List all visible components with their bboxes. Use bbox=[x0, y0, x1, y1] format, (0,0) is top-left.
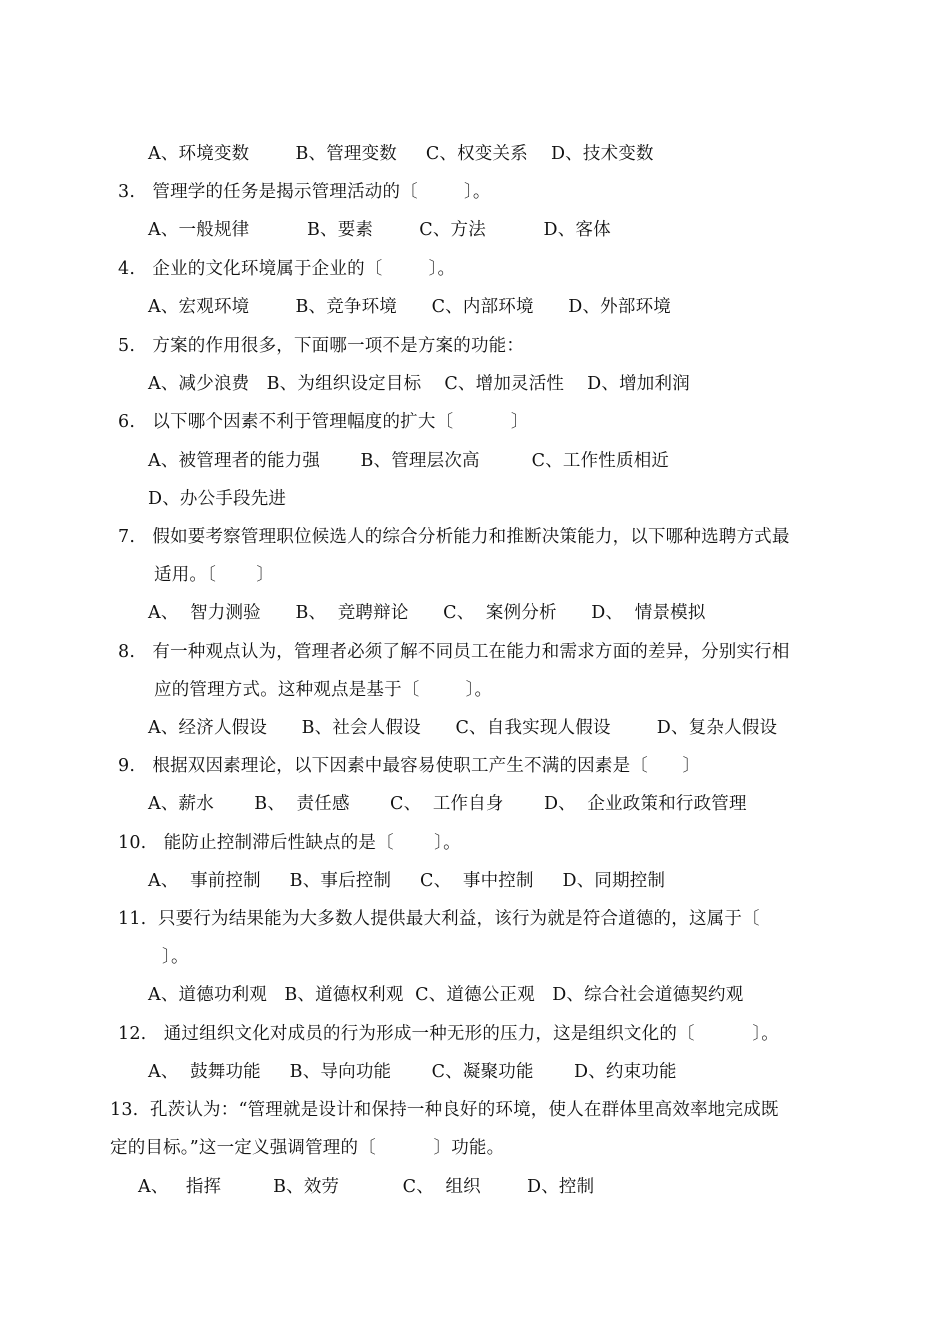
q8-question: 8. 有一种观点认为，管理者必须了解不同员工在能力和需求方面的差异，分别实行相 bbox=[118, 642, 790, 662]
q6-options: A、被管理者的能力强 B、管理层次高 C、工作性质相近 bbox=[148, 451, 670, 471]
q10-options: A、 事前控制 B、事后控制 C、 事中控制 D、同期控制 bbox=[148, 871, 666, 891]
q7-question: 7. 假如要考察管理职位候选人的综合分析能力和推断决策能力，以下哪种选聘方式最 bbox=[118, 527, 790, 547]
q11-question-continued: 〕。 bbox=[162, 947, 189, 967]
q7-options: A、 智力测验 B、 竞聘辩论 C、 案例分析 D、 情景模拟 bbox=[148, 603, 706, 623]
q13-question-continued: 定的目标。”这一定义强调管理的〔 〕功能。 bbox=[110, 1138, 505, 1158]
q5-options: A、减少浪费 B、为组织设定目标 C、增加灵活性 D、增加利润 bbox=[148, 374, 690, 394]
q7-question-continued: 适用。〔 〕 bbox=[154, 565, 275, 585]
q6-question: 6. 以下哪个因素不利于管理幅度的扩大〔 〕 bbox=[118, 412, 529, 432]
q11-options: A、道德功利观 B、道德权利观 C、道德公正观 D、综合社会道德契约观 bbox=[148, 985, 744, 1005]
q12-question: 12. 通过组织文化对成员的行为形成一种无形的压力，这是组织文化的〔 〕。 bbox=[118, 1024, 779, 1044]
q10-question: 10. 能防止控制滞后性缺点的是〔 〕。 bbox=[118, 833, 461, 853]
q8-options: A、经济人假设 B、社会人假设 C、自我实现人假设 D、复杂人假设 bbox=[148, 718, 778, 738]
q13-options: A、 指挥 B、效劳 C、 组织 D、控制 bbox=[138, 1177, 595, 1197]
q3-question: 3. 管理学的任务是揭示管理活动的〔 〕。 bbox=[118, 182, 491, 202]
q5-question: 5. 方案的作用很多，下面哪一项不是方案的功能： bbox=[118, 336, 525, 356]
q9-question: 9. 根据双因素理论，以下因素中最容易使职工产生不满的因素是〔 〕 bbox=[118, 756, 701, 776]
q4-question: 4. 企业的文化环境属于企业的〔 〕。 bbox=[118, 259, 456, 279]
q13-question: 13. 孔茨认为：“管理就是设计和保持一种良好的环境，使人在群体里高效率地完成既 bbox=[110, 1100, 779, 1120]
q12-options: A、 鼓舞功能 B、导向功能 C、凝聚功能 D、约束功能 bbox=[148, 1062, 677, 1082]
q8-question-continued: 应的管理方式。这种观点是基于〔 〕。 bbox=[154, 680, 493, 700]
q3-options: A、一般规律 B、要素 C、方法 D、客体 bbox=[148, 220, 611, 240]
q2-options: A、环境变数 B、管理变数 C、权变关系 D、技术变数 bbox=[148, 144, 654, 164]
q6-options-continued: D、办公手段先进 bbox=[148, 489, 287, 509]
q11-question: 11. 只要行为结果能为大多数人提供最大利益，该行为就是符合道德的，这属于〔 bbox=[118, 909, 760, 929]
q4-options: A、宏观环境 B、竞争环境 C、内部环境 D、外部环境 bbox=[148, 297, 671, 317]
q9-options: A、薪水 B、 责任感 C、 工作自身 D、 企业政策和行政管理 bbox=[148, 794, 747, 814]
